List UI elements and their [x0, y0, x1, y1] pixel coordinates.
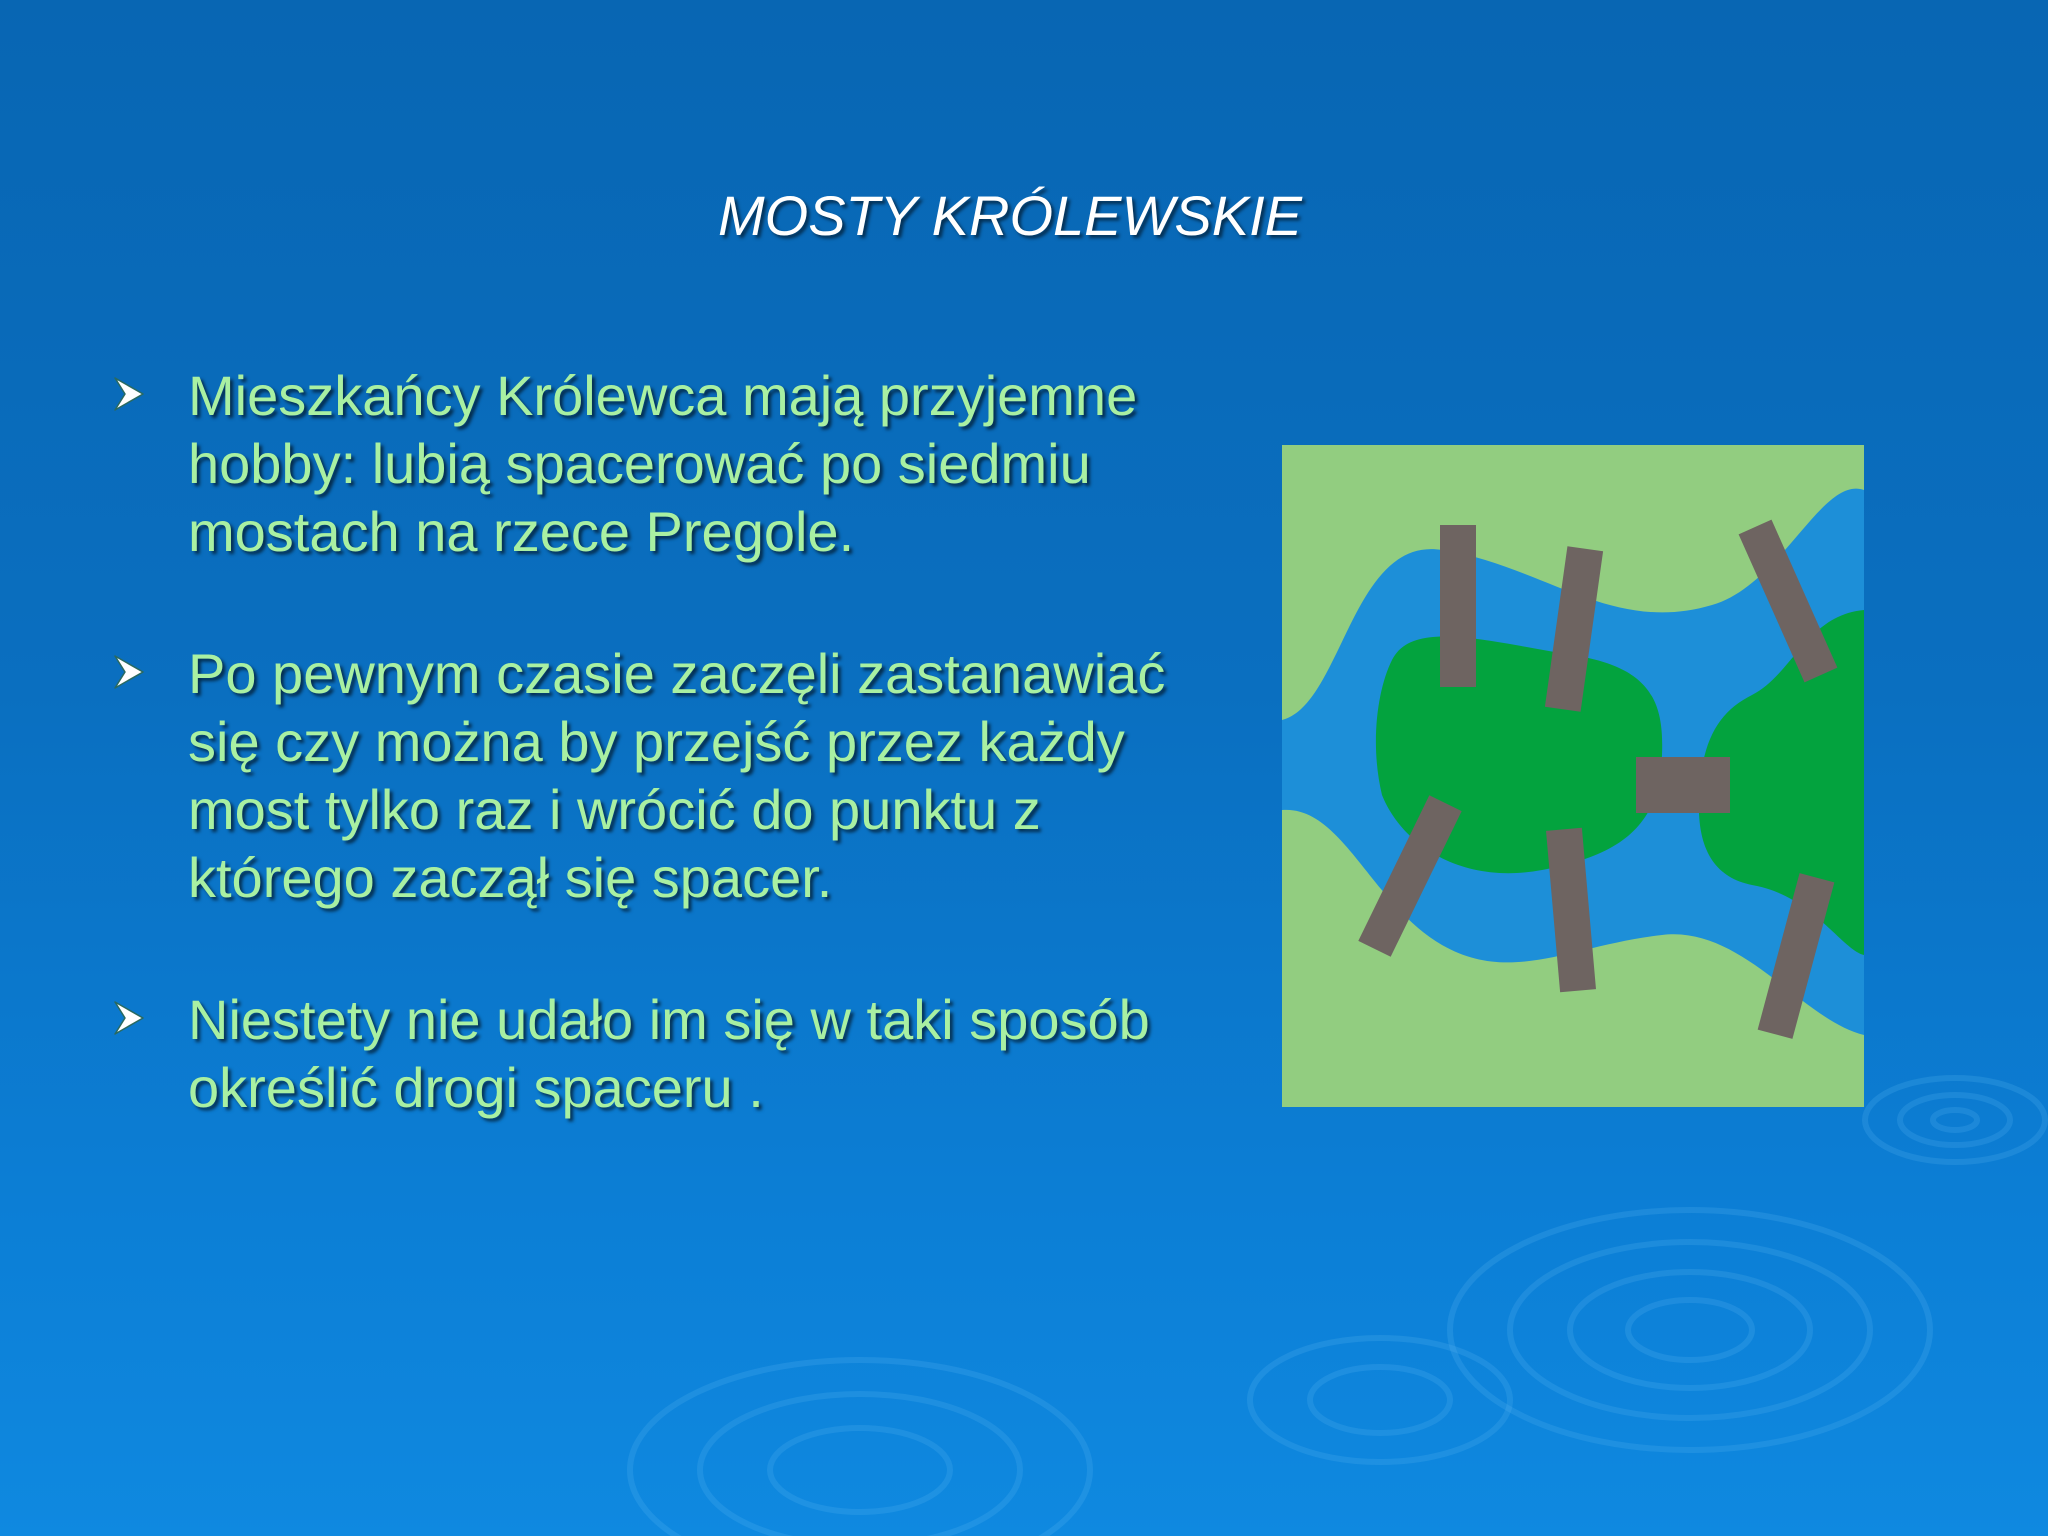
konigsberg-bridges-map [1282, 445, 1864, 1107]
arrow-bullet-icon [112, 654, 146, 690]
bullet-list [108, 362, 1168, 1122]
bullet-text: Niestety nie udało im się w taki sposób określić drogi spaceru . [188, 988, 1150, 1119]
bullet-item [108, 986, 1168, 1122]
bullet-text: Mieszkańcy Królewca mają przyjemne hobby: lubią spacerować po siedmiu mostach na rzece Pregole. [188, 364, 1138, 563]
slide-title: MOSTY KRÓLEWSKIE [718, 184, 1302, 247]
arrow-bullet-icon [112, 376, 146, 412]
bridge [1636, 757, 1730, 813]
arrow-bullet-icon [112, 1000, 146, 1036]
bullet-item [108, 640, 1168, 912]
bullet-item [108, 362, 1168, 566]
bullet-text: Po pewnym czasie zaczęli zastanawiać się czy można by przejść przez każdy most tylko raz i wrócić do punktu z którego zaczął się spacer. [188, 642, 1166, 909]
bridge [1440, 525, 1476, 687]
